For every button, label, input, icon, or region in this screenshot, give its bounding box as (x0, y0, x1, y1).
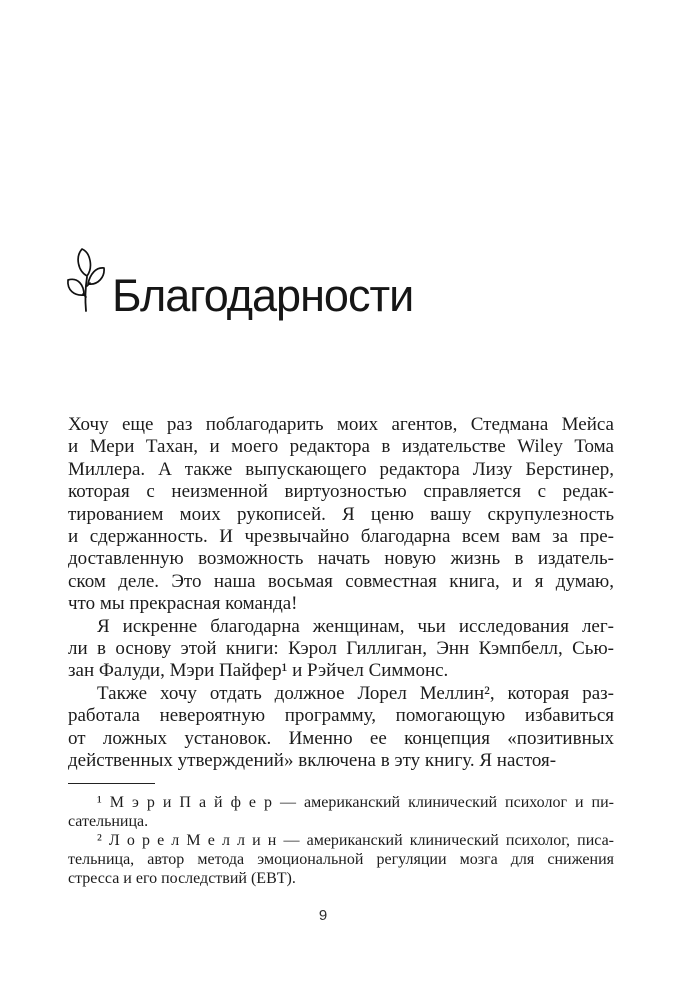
body-text (68, 414, 614, 773)
text-line: ском деле. Это наша восьмая совместная книга, и я думаю, (68, 570, 614, 592)
text-line: Хочу еще раз поблагодарить моих агентов, Стедмана Мейса (68, 414, 614, 435)
text-line: действенных утверждений» включена в эту книгу. Я настоя- (68, 750, 557, 772)
sprig-icon (65, 246, 105, 312)
chapter-header (0, 0, 682, 321)
text-line: от ложных установок. Именно ее концепция «позитивных (68, 727, 614, 749)
paragraph (68, 616, 614, 683)
text-line: Я искренне благодарна женщинам, чьи исследования лег- (97, 615, 614, 637)
text-line: которая с неизменной виртуозностью справляется с редак- (68, 481, 614, 503)
footnote-line: ¹ М э р и П а й ф е р — американский клинический психолог и пи- (97, 793, 614, 811)
text-line: доставленную возможность начать новую жизнь в издатель- (68, 548, 614, 570)
footnotes-section (68, 793, 614, 889)
page-number: 9 (318, 906, 328, 924)
footnote (68, 831, 614, 889)
chapter-title: Благодарности (112, 270, 414, 321)
footnote-line: сательница. (68, 812, 149, 830)
text-line: ли в основу этой книги: Кэрол Гиллиган, Энн Кэмпбелл, Сью- (68, 638, 614, 660)
paragraph (68, 414, 614, 616)
footnote-line: ² Л о р е л М е л л и н — американский клинический психолог, писа- (97, 831, 614, 849)
text-line: Также хочу отдать должное Лорел Меллин², которая раз- (97, 682, 614, 704)
text-line: зан Фалуди, Мэри Пайфер¹ и Рэйчел Симмонс. (68, 660, 449, 682)
text-line: работала невероятную программу, помогающую избавиться (68, 705, 614, 727)
footnote-line: тельница, автор метода эмоциональной регуляции мозга для снижения (68, 851, 614, 869)
text-line: что мы прекрасная команда! (68, 593, 298, 615)
footnote-separator (68, 783, 155, 784)
text-line: тированием моих рукописей. Я ценю вашу скрупулезность (68, 503, 614, 525)
text-line: Миллера. А также выпускающего редактора Лизу Берстинер, (68, 458, 614, 480)
text-line: и сдержанность. И чрезвычайно благодарна всем вам за пре- (68, 526, 614, 548)
text-line: и Мери Тахан, и моего редактора в издательстве Wiley Тома (68, 436, 614, 458)
footnote (68, 793, 614, 831)
footnote-line: стресса и его последствий (EBT). (68, 870, 296, 888)
paragraph (68, 683, 614, 773)
